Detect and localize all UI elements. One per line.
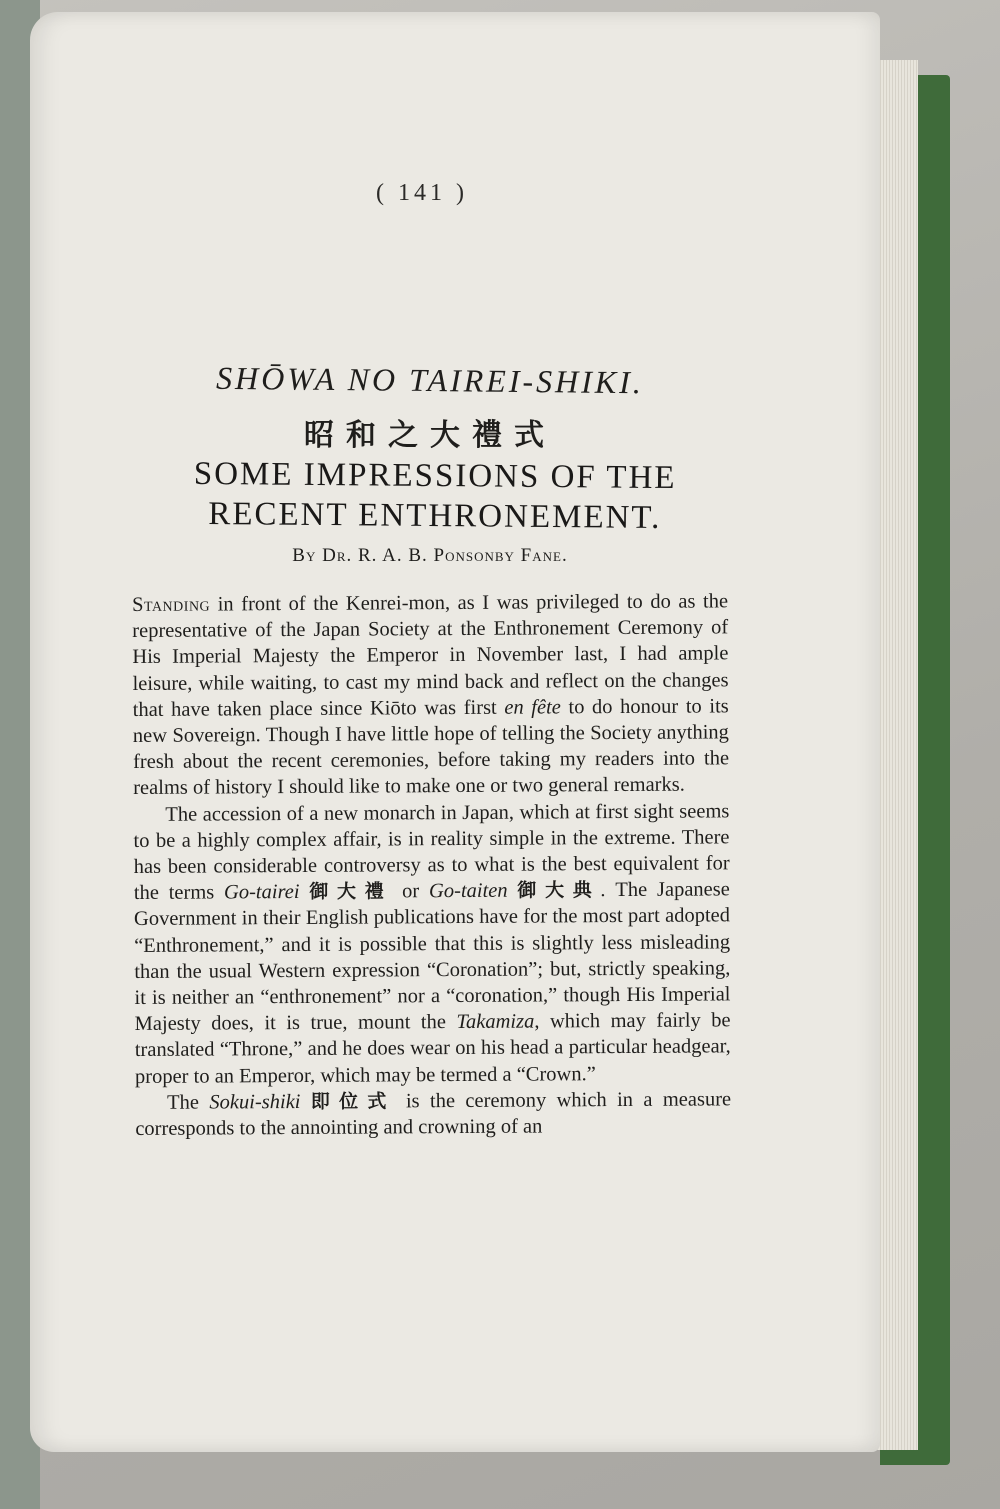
paragraph-2-kanji-1: 御大禮: [309, 880, 393, 904]
paragraph-2-term-2: Go-taiten: [428, 879, 508, 903]
paragraph-3-kanji-1: 即位式: [310, 1090, 396, 1113]
paragraph-3-text-1: The: [167, 1091, 210, 1114]
paragraph-2-text-3: . The Japanese Government in their English publications have for the most part adopted “Enthronement,” and it is possible that this is slightly less misleading than the usual Western expression “Coronation”; but, strictly speaking, it is neither an “enthronement” nor a “coronation,” though His Imperial Majesty does, it is true, mount the: [133, 878, 731, 1036]
page-number: ( 141 ): [376, 180, 468, 206]
paragraph-2-term-1: Go-tairei: [223, 881, 300, 904]
paragraph-3-text-2: is the ceremony which in a measure corresponds to the annointing and crowning of an: [135, 1088, 732, 1141]
paragraph-1-lead: Standing: [132, 593, 211, 616]
paragraph-3-term-1: Sokui-shiki: [209, 1090, 301, 1114]
paragraph-1: [132, 588, 729, 801]
paragraph-1-text-2: to do honour to its new Sovereign. Though I have little hope of telling the Society anything fresh about the recent ceremonies, before taking my readers into the realms of history I should like to make one or two general remarks.: [132, 695, 730, 800]
paragraph-1-text: in front of the Kenrei-mon, as I was privileged to do as the representative of the Japan Society at the Enthronement Ceremony of His Imperial Majesty the Emperor in November last, I had ample leisure, while waiting, to cast my mind back and reflect on the changes that have taken place since Kiōto was first: [132, 590, 729, 721]
article-byline: By Dr. R. A. B. Ponsonby Fane.: [292, 545, 568, 566]
article-title: [140, 453, 731, 538]
paragraph-2-text-1: The accession of a new monarch in Japan, which at first sight seems to be a highly complex affair, is in reality simple in the extreme. There has been considerable controversy as to what is the best equivalent for the terms: [133, 799, 730, 905]
article-title-kanji: 昭和之大禮式: [304, 418, 556, 453]
paragraph-2-term-3: Takamiza: [456, 1010, 535, 1034]
paragraph-2-text-2: or: [392, 880, 430, 903]
paragraph-2: [133, 798, 731, 1090]
article-title-line-2: RECENT ENTHRONEMENT.: [208, 496, 662, 536]
paragraph-1-italic: en fête: [504, 696, 561, 719]
paragraph-3: [135, 1086, 731, 1142]
article-body: [132, 588, 731, 1142]
article-title-line-1: SOME IMPRESSIONS OF THE: [193, 455, 677, 497]
paragraph-2-kanji-2: 御大典: [517, 879, 601, 902]
paragraph-2-text-4: , which may fairly be translated “Throne,” and he does wear on his head a particular headgear, proper to an Emperor, which may be termed a “Crown.”: [134, 1009, 731, 1088]
article-title-romanized: SHŌWA NO TAIREI-SHIKI.: [215, 359, 645, 401]
